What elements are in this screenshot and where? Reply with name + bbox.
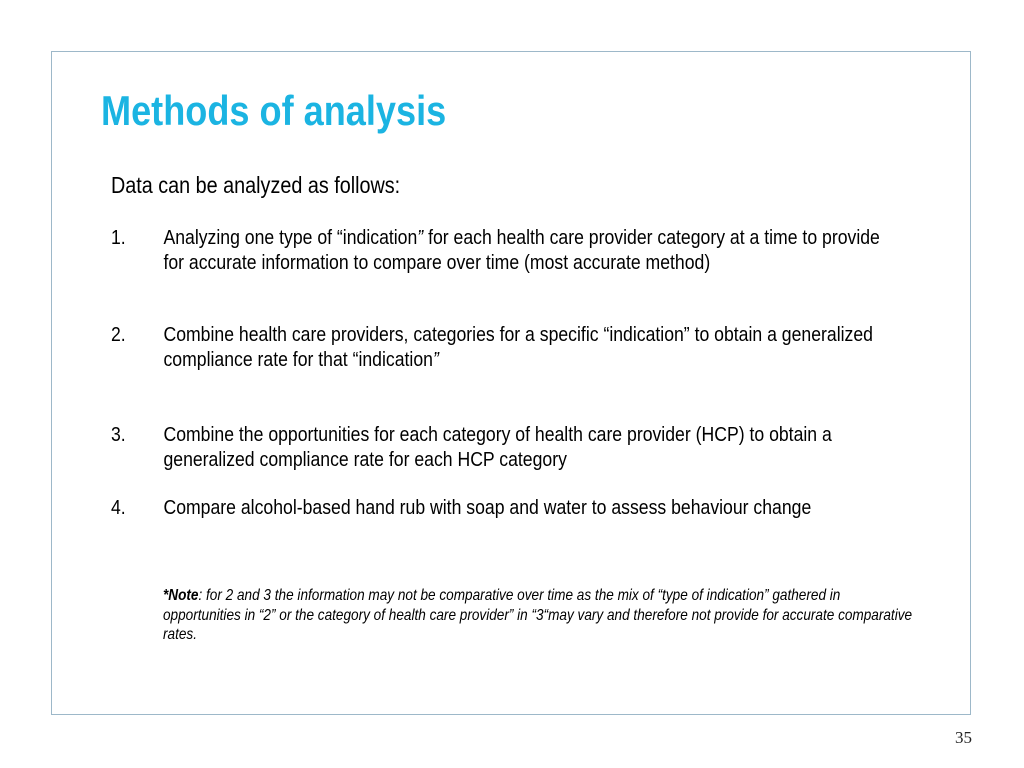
list-item-text: Combine the opportunities for each category of health care provider (HCP) to obtain a generalized compliance rate for each HCP category — [163, 423, 832, 471]
list-item-number: 1. — [111, 226, 126, 249]
list-item-number: 4. — [111, 496, 126, 519]
list-item-text: Analyzing one type of “indication” for each health care provider category at a time to provide for accurate information to compare over time (most accurate method) — [163, 226, 880, 274]
list-item-number: 2. — [111, 323, 126, 346]
list-item — [111, 496, 885, 521]
intro-text: Data can be analyzed as follows: — [111, 172, 401, 198]
list-item-text: Compare alcohol-based hand rub with soap and water to assess behaviour change — [163, 496, 812, 519]
list-item — [111, 423, 885, 472]
page-number: 35 — [955, 728, 972, 747]
footnote — [163, 586, 920, 645]
list-item — [111, 226, 885, 275]
footnote-label: *Note — [163, 587, 199, 604]
list-item — [111, 323, 885, 372]
list-item-text: Combine health care providers, categories for a specific “indication” to obtain a generalized compliance rate for that “indication” — [163, 323, 873, 371]
list-item-number: 3. — [111, 423, 126, 446]
footnote-text: : for 2 and 3 the information may not be comparative over time as the mix of “type of indication” gathered in opportunities in “2” or the category of health care provider” in “3“may vary and therefore not provide for accurate comparative rates. — [163, 587, 913, 643]
slide-title: Methods of analysis — [101, 87, 447, 134]
